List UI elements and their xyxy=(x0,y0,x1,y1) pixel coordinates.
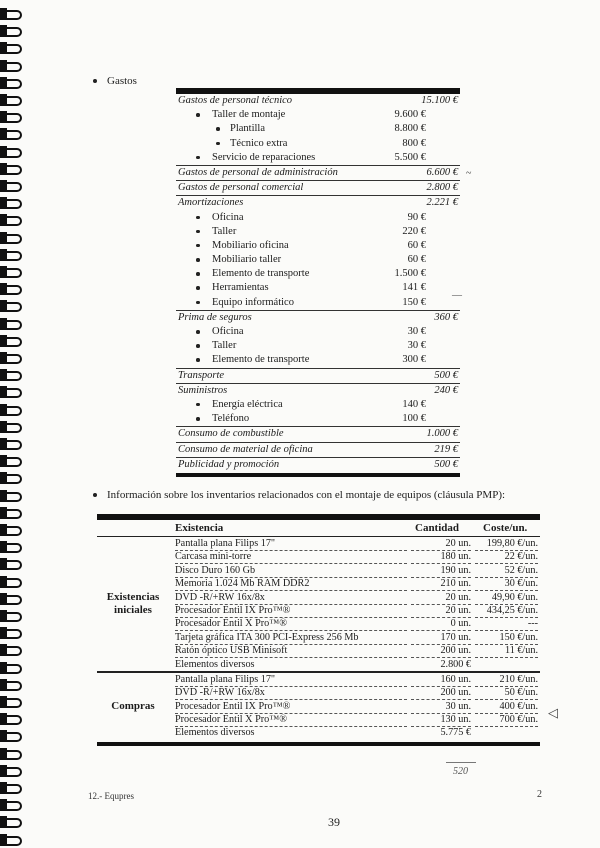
gastos-item-row xyxy=(176,325,460,339)
gastos-row-label: Gastos de personal técnico xyxy=(178,95,293,106)
cell-qty: 0 un. xyxy=(411,617,471,631)
gastos-row-label: Taller de montaje xyxy=(212,109,286,121)
gastos-row-value: 90 € xyxy=(407,211,426,223)
gastos-row-label: Prima de seguros xyxy=(178,311,252,323)
inventario-row xyxy=(97,713,540,726)
spiral-post xyxy=(0,644,7,656)
gastos-item-row xyxy=(176,281,460,295)
spiral-post xyxy=(0,558,7,570)
cell-qty: 160 un. xyxy=(411,673,471,687)
inventario-row xyxy=(97,631,540,644)
gastos-item-row xyxy=(176,398,460,412)
gastos-row-value: 500 € xyxy=(434,458,458,470)
col-existencia: Existencia xyxy=(175,522,224,534)
gastos-row-label: Oficina xyxy=(212,326,244,337)
gastos-item-row xyxy=(176,225,460,239)
spiral-post xyxy=(0,146,7,158)
spiral-post xyxy=(0,94,7,106)
spiral-binding xyxy=(0,0,24,848)
spiral-post xyxy=(0,438,7,450)
inventario-row xyxy=(97,537,540,550)
gastos-row-value: 150 € xyxy=(402,296,426,308)
spiral-post xyxy=(0,627,7,639)
handwritten-note: 520 xyxy=(453,766,468,777)
margin-arrow-mark: ◁ xyxy=(548,705,558,720)
inventario-group xyxy=(97,673,540,740)
gastos-item-row xyxy=(176,122,460,136)
bullet-icon xyxy=(93,493,97,497)
cell-cost: 49,90 €/un. xyxy=(475,591,538,605)
cell-qty: 200 un. xyxy=(411,686,471,700)
gastos-row-label: Consumo de combustible xyxy=(178,428,284,440)
gastos-row-value: 30 € xyxy=(407,326,426,337)
gastos-category-row xyxy=(176,180,460,195)
gastos-row-label: Plantilla xyxy=(230,123,265,135)
footer-left: 12.- Equpres xyxy=(88,791,134,801)
spiral-post xyxy=(0,163,7,175)
cell-item: Pantalla plana Filips 17" xyxy=(175,673,407,687)
gastos-row-value: 141 € xyxy=(402,282,426,294)
cell-item: Procesador Entil X Pro™® xyxy=(175,713,407,727)
margin-mark: — xyxy=(452,290,462,301)
spiral-post xyxy=(0,507,7,519)
gastos-row-value: 800 € xyxy=(402,137,426,149)
bullet-icon xyxy=(93,79,97,83)
gastos-row-value: 360 € xyxy=(434,311,458,323)
gastos-row-value: 8.800 € xyxy=(394,123,426,135)
gastos-item-row xyxy=(176,353,460,367)
gastos-item-row xyxy=(176,412,460,426)
cell-qty: 210 un. xyxy=(411,577,471,591)
inventario-group xyxy=(97,537,540,671)
cell-qty: 5.775 € xyxy=(440,727,471,739)
gastos-row-value: 240 € xyxy=(434,384,458,396)
spiral-post xyxy=(0,42,7,54)
gastos-row-label: Gastos de personal de administración xyxy=(178,166,338,178)
gastos-row-label: Oficina xyxy=(212,211,244,223)
spiral-post xyxy=(0,593,7,605)
inventario-row xyxy=(97,564,540,577)
spiral-post xyxy=(0,249,7,261)
cell-qty: 2.800 € xyxy=(440,658,471,670)
inventario-row xyxy=(97,658,540,671)
cell-qty: 20 un. xyxy=(411,604,471,618)
table-bottom-rule xyxy=(176,473,460,477)
cell-item: DVD -R/+RW 16x/8x xyxy=(175,686,407,700)
cell-qty: 20 un. xyxy=(411,591,471,605)
gastos-item-row xyxy=(176,211,460,225)
inventario-table xyxy=(97,514,540,746)
cell-item: Disco Duro 160 Gb xyxy=(175,564,407,578)
inventario-intro-text: Información sobre los inventarios relacionados con el montaje de equipos (cláusula PMP): xyxy=(107,489,506,501)
spiral-post xyxy=(0,197,7,209)
gastos-row-value: 60 € xyxy=(407,254,426,266)
gastos-table xyxy=(176,88,460,477)
gastos-row-label: Amortizaciones xyxy=(178,197,244,209)
cell-cost: 52 €/un. xyxy=(475,564,538,578)
gastos-category-row xyxy=(176,457,460,472)
spiral-post xyxy=(0,214,7,226)
cell-qty: 130 un. xyxy=(411,713,471,727)
cell-cost: 11 €/un. xyxy=(475,644,538,658)
gastos-rows xyxy=(176,94,460,472)
cell-item: Elementos diversos xyxy=(175,658,255,670)
cell-item: Procesador Entil IX Pro™® xyxy=(175,700,407,714)
spiral-post xyxy=(0,386,7,398)
cell-item: Tarjeta gráfica ITA 300 PCI-Express 256 Mb xyxy=(175,631,407,645)
spiral-post xyxy=(0,490,7,502)
gastos-item-row xyxy=(176,239,460,253)
spiral-post xyxy=(0,782,7,794)
inventario-groups xyxy=(97,537,540,740)
spiral-post xyxy=(0,180,7,192)
spiral-post xyxy=(0,816,7,828)
spiral-post xyxy=(0,352,7,364)
gastos-row-value: 30 € xyxy=(407,340,426,352)
gastos-row-value: 15.100 € xyxy=(421,95,458,106)
gastos-item-row xyxy=(176,108,460,122)
gastos-row-label: Mobiliario taller xyxy=(212,254,282,266)
spiral-post xyxy=(0,662,7,674)
cell-cost: 400 €/un. xyxy=(475,700,538,714)
gastos-item-row xyxy=(176,151,460,165)
inventario-row xyxy=(97,577,540,590)
gastos-row-value: 500 € xyxy=(434,369,458,381)
cell-cost: 700 €/un. xyxy=(475,713,538,727)
gastos-row-label: Gastos de personal comercial xyxy=(178,182,304,194)
gastos-category-row xyxy=(176,442,460,457)
inventario-row xyxy=(97,617,540,630)
spiral-post xyxy=(0,404,7,416)
cell-item: Pantalla plana Filips 17" xyxy=(175,537,407,551)
cell-qty: 200 un. xyxy=(411,644,471,658)
spiral-post xyxy=(0,369,7,381)
gastos-row-label: Teléfono xyxy=(212,413,250,425)
gastos-category-row xyxy=(176,310,460,325)
spiral-post xyxy=(0,765,7,777)
gastos-item-row xyxy=(176,137,460,151)
gastos-row-label: Técnico extra xyxy=(230,137,288,149)
gastos-row-value: 1.000 € xyxy=(426,428,458,440)
gastos-row-value: 1.500 € xyxy=(394,268,426,280)
spiral-post xyxy=(0,679,7,691)
spiral-post xyxy=(0,60,7,72)
gastos-row-value: 6.600 € xyxy=(426,166,458,178)
gastos-row-label: Mobiliario oficina xyxy=(212,239,289,251)
gastos-row-value: 2.221 € xyxy=(426,197,458,209)
gastos-row-value: 2.800 € xyxy=(426,182,458,194)
table-bottom-rule xyxy=(97,742,540,746)
cell-qty: 170 un. xyxy=(411,631,471,645)
spiral-post xyxy=(0,713,7,725)
gastos-row-label: Transporte xyxy=(178,369,225,381)
cell-cost: 199,80 €/un. xyxy=(475,537,538,551)
cell-item: Memoria 1.024 Mb RAM DDR2 xyxy=(175,577,407,591)
gastos-row-value: 140 € xyxy=(402,398,426,410)
cell-cost: 150 €/un. xyxy=(475,631,538,645)
spiral-post xyxy=(0,472,7,484)
spiral-post xyxy=(0,25,7,37)
inventario-row xyxy=(97,644,540,657)
inventario-header xyxy=(97,520,540,537)
spiral-post xyxy=(0,266,7,278)
spiral-post xyxy=(0,421,7,433)
cell-cost: --- xyxy=(475,617,538,631)
gastos-row-value: 60 € xyxy=(407,239,426,251)
spiral-post xyxy=(0,834,7,846)
spiral-post xyxy=(0,232,7,244)
gastos-item-row xyxy=(176,253,460,267)
gastos-row-label: Energía eléctrica xyxy=(212,398,283,410)
page-number: 39 xyxy=(328,815,340,829)
gastos-category-row xyxy=(176,195,460,210)
cell-item: DVD -R/+RW 16x/8x xyxy=(175,591,407,605)
inventario-intro xyxy=(93,489,553,501)
spiral-post xyxy=(0,455,7,467)
cell-item: Elementos diversos xyxy=(175,727,255,739)
gastos-row-label: Equipo informático xyxy=(212,296,294,308)
spiral-post xyxy=(0,696,7,708)
handwritten-underline xyxy=(446,762,476,763)
col-cantidad: Cantidad xyxy=(415,522,460,534)
spiral-post xyxy=(0,283,7,295)
spiral-post xyxy=(0,541,7,553)
gastos-row-label: Herramientas xyxy=(212,282,269,294)
cell-item: Procesador Entil X Pro™® xyxy=(175,617,407,631)
gastos-category-row xyxy=(176,368,460,383)
gastos-category-row xyxy=(176,383,460,398)
spiral-post xyxy=(0,524,7,536)
cell-item: Carcasa mini-torre xyxy=(175,550,407,564)
gastos-item-row xyxy=(176,339,460,353)
spiral-post xyxy=(0,300,7,312)
inventario-row xyxy=(97,673,540,686)
spiral-post xyxy=(0,610,7,622)
gastos-row-label: Elemento de transporte xyxy=(212,354,310,366)
spiral-post xyxy=(0,576,7,588)
margin-mark: ~ xyxy=(466,168,472,179)
gastos-item-row xyxy=(176,267,460,281)
cell-qty: 20 un. xyxy=(411,537,471,551)
spiral-post xyxy=(0,318,7,330)
cell-cost: 22 €/un. xyxy=(475,550,538,564)
gastos-row-value: 5.500 € xyxy=(394,151,426,163)
cell-item: Ratón óptico USB Minisoft xyxy=(175,644,407,658)
cell-cost: 434,25 €/un. xyxy=(475,604,538,618)
gastos-row-label: Taller xyxy=(212,225,237,237)
gastos-row-value: 100 € xyxy=(402,413,426,425)
cell-cost: 210 €/un. xyxy=(475,673,538,687)
gastos-category-row xyxy=(176,426,460,441)
spiral-post xyxy=(0,730,7,742)
cell-qty: 180 un. xyxy=(411,550,471,564)
group-label: Existencias iniciales xyxy=(106,591,160,616)
spiral-post xyxy=(0,335,7,347)
spiral-post xyxy=(0,77,7,89)
group-label: Compras xyxy=(111,699,155,712)
spiral-post xyxy=(0,111,7,123)
gastos-row-value: 9.600 € xyxy=(394,109,426,121)
gastos-heading xyxy=(93,75,137,87)
footer-right: 2 xyxy=(537,789,542,800)
gastos-row-value: 300 € xyxy=(402,354,426,366)
gastos-row-label: Elemento de transporte xyxy=(212,268,310,280)
cell-cost: 30 €/un. xyxy=(475,577,538,591)
cell-cost: 50 €/un. xyxy=(475,686,538,700)
spiral-post xyxy=(0,799,7,811)
gastos-row-label: Taller xyxy=(212,340,237,352)
inventario-row xyxy=(97,550,540,563)
spiral-post xyxy=(0,748,7,760)
gastos-category-row xyxy=(176,94,460,108)
gastos-row-value: 220 € xyxy=(402,225,426,237)
inventario-row xyxy=(97,726,540,739)
spiral-post xyxy=(0,128,7,140)
gastos-row-value: 219 € xyxy=(434,443,458,455)
cell-qty: 190 un. xyxy=(411,564,471,578)
spiral-post xyxy=(0,8,7,20)
col-coste: Coste/un. xyxy=(483,522,528,534)
inventario-row xyxy=(97,591,540,604)
gastos-category-row xyxy=(176,165,460,180)
gastos-item-row xyxy=(176,296,460,310)
inventario-row xyxy=(97,700,540,713)
gastos-row-label: Servicio de reparaciones xyxy=(212,151,316,163)
gastos-row-label: Consumo de material de oficina xyxy=(178,443,313,455)
inventario-row xyxy=(97,604,540,617)
cell-qty: 30 un. xyxy=(411,700,471,714)
inventario-row xyxy=(97,686,540,699)
gastos-row-label: Publicidad y promoción xyxy=(178,458,280,470)
gastos-heading-text: Gastos xyxy=(107,75,137,87)
cell-item: Procesador Entil IX Pro™® xyxy=(175,604,407,618)
gastos-row-label: Suministros xyxy=(178,384,228,396)
